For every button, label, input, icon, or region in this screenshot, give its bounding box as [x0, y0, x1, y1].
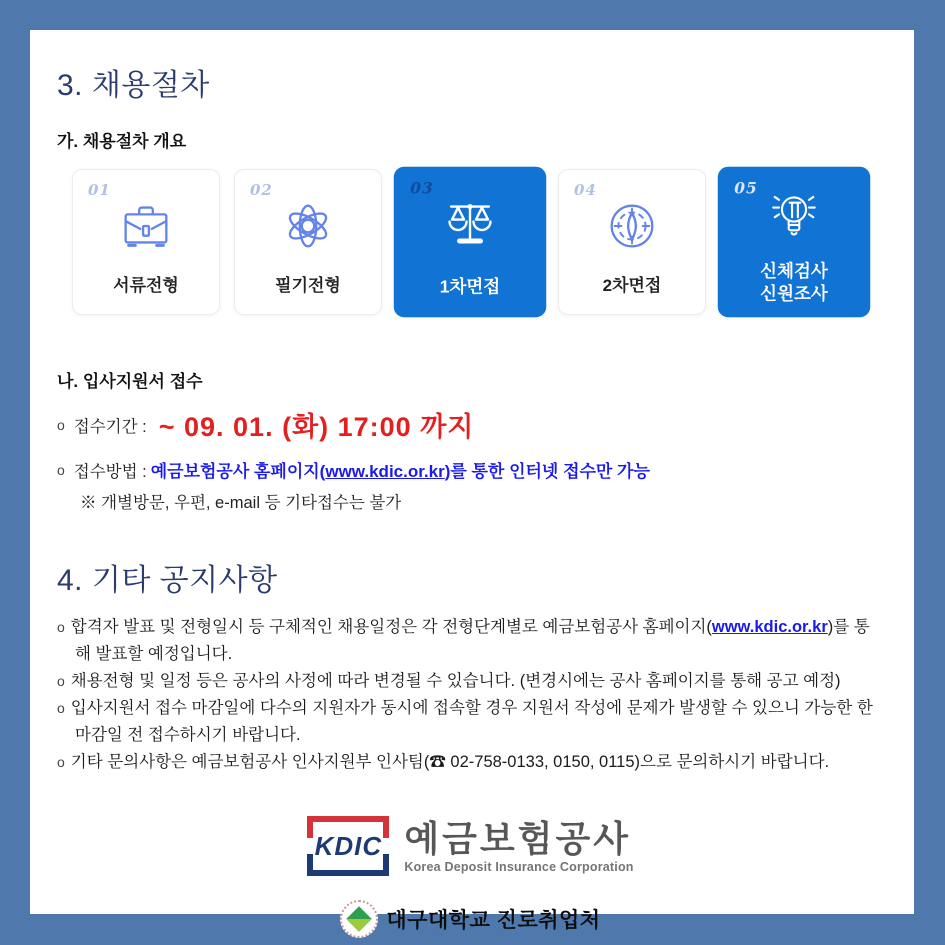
reception-method-value	[151, 457, 650, 482]
step-card-written-test	[234, 169, 382, 315]
notice-item	[57, 614, 884, 668]
kdic-logo-names	[404, 819, 633, 874]
notice-item	[57, 668, 884, 695]
step-card-first-interview	[394, 167, 546, 317]
footer-org-name: 대구대학교 진로취업처	[386, 909, 601, 932]
notice-text: )를 통해 발표할 예정입니다.	[75, 618, 870, 663]
bullet-marker: o	[57, 673, 65, 689]
footer-org	[57, 900, 884, 938]
kdic-acronym: KDIC	[314, 831, 383, 861]
step-label	[719, 261, 869, 306]
notice-text: 입사지원서 접수 마감일에 다수의 지원자가 동시에 접속할 경우 지원서 작성에 문제가 발생할 수 있으니 가능한 한 마감일 전 접수하시기 바랍니다.	[70, 699, 873, 744]
reception-note: ※ 개별방문, 우편, e-mail 등 기타접수는 불가	[80, 494, 402, 512]
reception-period-value: ~ 09. 01. (화) 17:00 까지	[158, 412, 475, 442]
step-label-line1: 신체검사	[760, 261, 828, 282]
kdic-homepage-link[interactable]: www.kdic.or.kr	[711, 618, 828, 636]
kdic-logo	[57, 816, 884, 876]
step-label: 서류전형	[113, 276, 179, 295]
step-card-second-interview	[558, 169, 706, 315]
reception-period-label: 접수기간 :	[73, 417, 147, 436]
step-number: 05	[734, 179, 758, 198]
application-section-title: 나. 입사지원서 접수	[57, 372, 203, 391]
scales-icon	[395, 194, 545, 258]
notice-list	[57, 614, 884, 776]
step-card-health-background-check	[718, 167, 870, 317]
step-card-document-screening	[72, 169, 220, 315]
step-label: 1차면접	[439, 277, 501, 297]
step-number: 02	[250, 181, 273, 199]
section3-title: 3. 채용절차	[57, 69, 210, 102]
notice-text: 합격자 발표 및 전형일시 등 구체적인 채용일정은 각 전형단계별로 예금보험공사 홈페이지(	[70, 618, 712, 636]
kdic-homepage-link[interactable]: www.kdic.or.kr	[325, 462, 445, 481]
briefcase-icon	[73, 195, 219, 257]
bullet-marker: o	[57, 700, 65, 716]
method-post: )를 통한 인터넷 접수만 가능	[444, 462, 650, 481]
kdic-bracket-logo-icon	[307, 816, 389, 876]
bullet-marker: o	[57, 754, 65, 770]
section4-title: 4. 기타 공지사항	[57, 564, 278, 597]
procedure-steps-row	[72, 169, 884, 315]
method-pre: 예금보험공사 홈페이지(	[150, 462, 326, 481]
section3-subtitle: 가. 채용절차 개요	[57, 132, 187, 151]
step-number: 01	[88, 181, 111, 199]
kdic-name-english: Korea Deposit Insurance Corporation	[404, 859, 634, 874]
lightbulb-icon	[719, 185, 869, 247]
bullet-marker: o	[57, 461, 65, 478]
notice-item	[57, 749, 884, 776]
atom-icon	[235, 195, 381, 257]
step-label: 필기전형	[275, 276, 341, 295]
bullet-marker: o	[57, 619, 65, 635]
step-number: 03	[410, 179, 434, 198]
step-label: 2차면접	[602, 276, 662, 295]
step-number: 04	[574, 181, 597, 199]
reception-period-line	[57, 405, 884, 444]
compass-icon	[559, 195, 705, 257]
notice-text: 채용전형 및 일정 등은 공사의 사정에 따라 변경될 수 있습니다. (변경시에는 공사 홈페이지를 통해 공고 예정)	[70, 672, 841, 690]
step-label-line2: 신원조사	[760, 284, 828, 304]
notice-item	[57, 695, 884, 749]
reception-method-line	[57, 457, 884, 482]
kdic-name-korean: 예금보험공사	[404, 817, 632, 859]
daegu-university-seal-icon	[340, 900, 378, 938]
notice-text: 기타 문의사항은 예금보험공사 인사지원부 인사팀(☎ 02-758-0133, 0150, 0115)으로 문의하시기 바랍니다.	[70, 753, 830, 771]
bullet-marker: o	[57, 416, 65, 433]
document-page	[30, 30, 914, 932]
seal-diamond-shape	[347, 906, 372, 931]
reception-method-label: 접수방법 :	[73, 462, 147, 481]
seal-triangle-shape	[347, 906, 372, 931]
